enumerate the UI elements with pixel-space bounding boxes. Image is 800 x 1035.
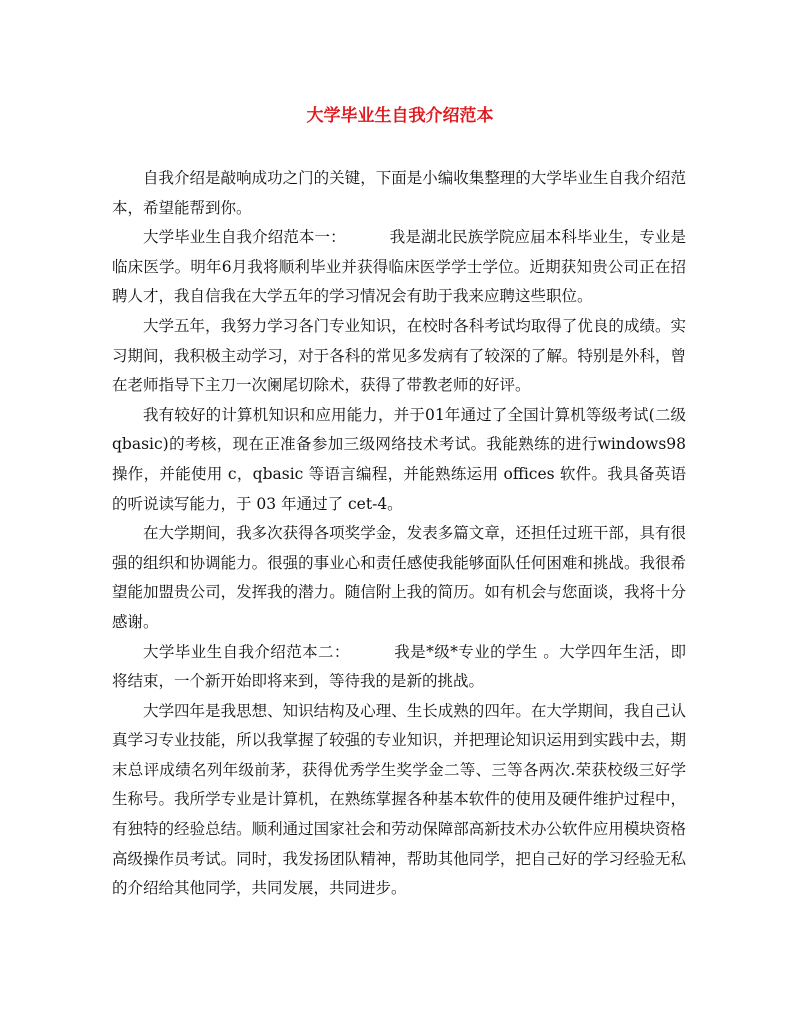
paragraph-text: 大学四年是我思想、知识结构及心理、生长成熟的四年。在大学期间，我自己认真学习专业技能，所以我掌握了较强的专业知识，并把理论知识运用到实践中去，期末总评成绩名列年级前茅，获得优秀学生奖学金二等、三等各两次.荣获校级三好学生称号。我所学专业是计算机，在熟练掌握各种基本软件的使用及硬件维护过程中，有独特的经验总结。顺利通过国家社会和劳动保障部高新技术办公软件应用模块资格高级操作员考试。同时，我发扬团队精神，帮助其他同学，把自己好的学习经验无私的介绍给其他同学，共同发展，共同进步。 bbox=[112, 701, 686, 898]
paragraph-computer-skills bbox=[112, 401, 686, 519]
paragraph-five-years bbox=[112, 312, 686, 401]
paragraph-intro bbox=[112, 164, 686, 223]
document-title: 大学毕业生自我介绍范本 bbox=[306, 106, 494, 126]
paragraph-sample-two bbox=[112, 638, 686, 697]
paragraph-awards bbox=[112, 519, 686, 637]
paragraph-sample-one bbox=[112, 223, 686, 312]
paragraph-text: 我是*级*专业的学生 。大学四年生活，即将结束，一个新开始即将来到，等待我的是新的挑战。 bbox=[112, 642, 686, 691]
paragraph-text: 在大学期间，我多次获得各项奖学金，发表多篇文章，还担任过班干部，具有很强的组织和协调能力。很强的事业心和责任感使我能够面队任何困难和挑战。我很希望能加盟贵公司，发挥我的潜力。随信附上我的简历。如有机会与您面谈，我将十分感谢。 bbox=[112, 524, 686, 631]
paragraph-four-years bbox=[112, 697, 686, 904]
paragraph-text: 我有较好的计算机知识和应用能力，并于01年通过了全国计算机等级考试(二级 qbasic)的考核，现在正准备参加三级网络技术考试。我能熟练的进行windows98 操作，并能使用 c，qbasic 等语言编程，并能熟练运用 offices 软件。我具备英语的听说读写能力，于 03 年通过了 cet-4。 bbox=[112, 405, 686, 513]
document-body bbox=[112, 164, 686, 904]
section-heading: 大学毕业生自我介绍范本二： bbox=[143, 642, 350, 661]
paragraph-text: 自我介绍是敲响成功之门的关键，下面是小编收集整理的大学毕业生自我介绍范本，希望能帮到你。 bbox=[112, 169, 686, 217]
section-heading: 大学毕业生自我介绍范本一： bbox=[143, 228, 346, 247]
paragraph-text: 我是湖北民族学院应届本科毕业生，专业是临床医学。明年6月我将顺利毕业并获得临床医学学士学位。近期获知贵公司正在招聘人才，我自信我在大学五年的学习情况会有助于我来应聘这些职位。 bbox=[112, 228, 686, 306]
paragraph-text: 大学五年，我努力学习各门专业知识，在校时各科考试均取得了优良的成绩。实习期间，我积极主动学习，对于各科的常见多发病有了较深的了解。特别是外科，曾在老师指导下主刀一次阑尾切除术，获得了带教老师的好评。 bbox=[112, 316, 686, 395]
